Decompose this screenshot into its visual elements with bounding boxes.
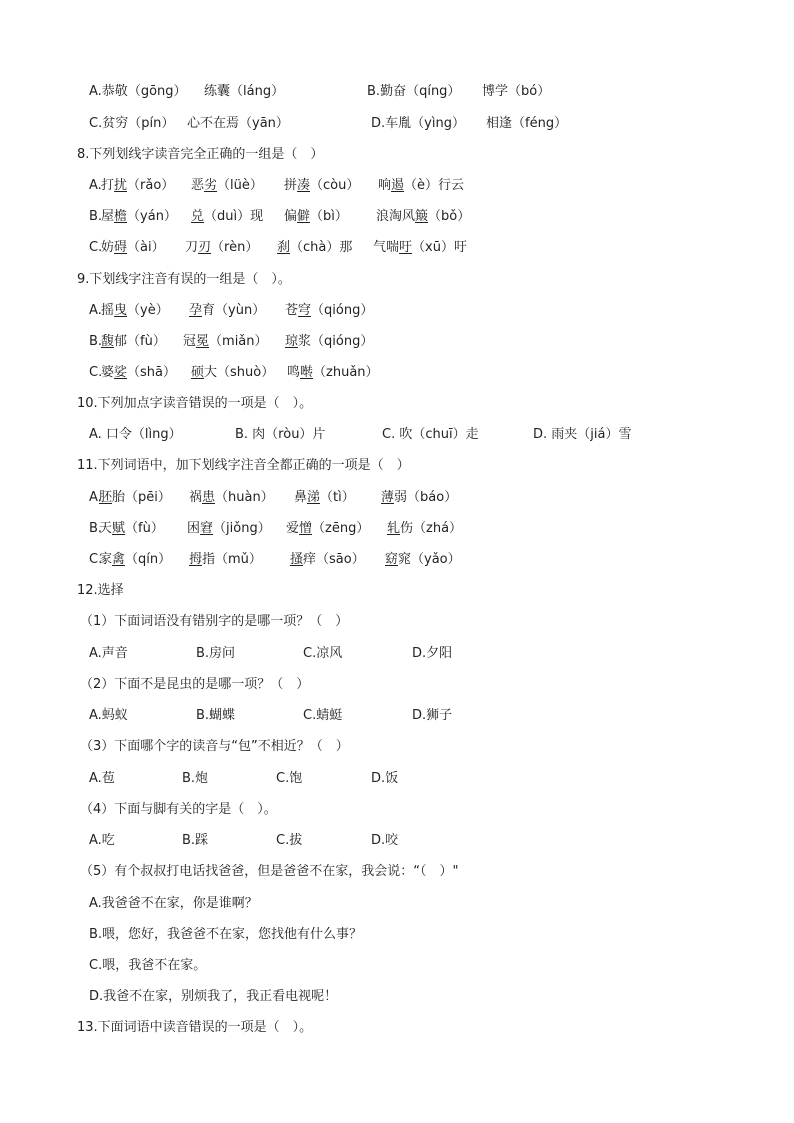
q12-sub3-option-a[interactable]: A.苞 xyxy=(89,771,115,786)
q12-sub1-option-d[interactable]: D.夕阳 xyxy=(412,646,453,661)
q12-sub5-option-a[interactable]: A.我爸爸不在家，你是谁啊？ xyxy=(89,896,258,911)
q12-sub2-option-d[interactable]: D.狮子 xyxy=(412,708,453,723)
q12-sub3-option-c[interactable]: C.饱 xyxy=(276,771,303,786)
q12-sub3-stem: （3）下面哪个字的读音与“包”不相近？（ ） xyxy=(80,739,349,754)
q8-option-c[interactable]: C. 妨碍（ài） 刀刃（rèn） 刹（chà）那 气喘吁（xū）吁 xyxy=(89,240,467,255)
q7-option-d[interactable]: D.车胤（yìng） 相逢（féng） xyxy=(371,116,568,131)
q12-sub4-option-d[interactable]: D.咬 xyxy=(371,833,399,848)
q8-option-b[interactable]: B. 屋檐（yán） 兑（duì）现 偏僻（bì） 浪淘风簸（bǒ） xyxy=(89,209,471,224)
q12-sub5-option-c[interactable]: C.喂，我爸不在家。 xyxy=(89,958,207,973)
q10-option-a[interactable]: A. 口令（lìng） xyxy=(89,427,182,442)
q11-option-c[interactable]: C. 家禽（qín） 拇指（mǔ） 搔痒（sāo） 窈窕（yǎo） xyxy=(89,552,461,567)
q12-sub5-stem: （5）有个叔叔打电话找爸爸，但是爸爸不在家，我会说：“（ ）" xyxy=(80,864,459,879)
q12-sub3-option-b[interactable]: B.炮 xyxy=(182,771,209,786)
q8-stem: 8.下列划线字读音完全正确的一组是（ ） xyxy=(77,147,324,162)
q11-option-a[interactable]: A. 胚胎（pēi） 祸患（huàn） 鼻涕（tì） 薄弱（báo） xyxy=(89,490,458,505)
q9-stem: 9.下划线字注音有误的一组是（ ）。 xyxy=(77,272,291,287)
q9-option-c[interactable]: C. 婆娑（shā） 硕大（shuò） 鸣啭（zhuǎn） xyxy=(89,365,379,380)
q12-sub3-option-d[interactable]: D.饭 xyxy=(371,771,399,786)
q12-sub4-option-a[interactable]: A.吃 xyxy=(89,833,115,848)
q11-option-b[interactable]: B. 天赋（fù） 困窘（jiǒng） 爱憎（zēng） 轧伤（zhá） xyxy=(89,521,463,536)
q13-stem: 13.下面词语中读音错误的一项是（ ）。 xyxy=(77,1020,313,1035)
q12-sub5-option-d[interactable]: D.我爸不在家，别烦我了，我正看电视呢！ xyxy=(89,989,338,1004)
q12-sub1-stem: （1）下面词语没有错别字的是哪一项？（ ） xyxy=(80,614,349,629)
q12-sub4-option-b[interactable]: B.踩 xyxy=(182,833,209,848)
q10-option-b[interactable]: B. 肉（ròu）片 xyxy=(235,427,326,442)
q12-sub2-stem: （2）下面不是昆虫的是哪一项？（ ） xyxy=(80,677,310,692)
q12-sub4-option-c[interactable]: C.拔 xyxy=(276,833,303,848)
q12-sub4-stem: （4）下面与脚有关的字是（ ）。 xyxy=(80,802,277,817)
q12-sub1-option-c[interactable]: C.凉风 xyxy=(303,646,343,661)
q12-sub1-option-b[interactable]: B.房问 xyxy=(196,646,236,661)
q12-title: 12.选择 xyxy=(77,583,124,598)
q10-option-d[interactable]: D. 雨夹（jiá）雪 xyxy=(533,427,632,442)
q7-option-c[interactable]: C.贫穷（pín） 心不在焉（yān） xyxy=(89,116,289,131)
q12-sub1-option-a[interactable]: A.声音 xyxy=(89,646,128,661)
q12-sub2-option-c[interactable]: C.蜻蜓 xyxy=(303,708,343,723)
q12-sub2-option-a[interactable]: A.蚂蚁 xyxy=(89,708,128,723)
q11-stem: 11.下列词语中，加下划线字注音全都正确的一项是（ ） xyxy=(77,458,410,473)
q7-option-a[interactable]: A.恭敬（gōng） 练囊（láng） xyxy=(89,84,285,99)
q10-option-c[interactable]: C. 吹（chuī）走 xyxy=(382,427,479,442)
q10-stem: 10.下列加点字读音错误的一项是（ ）。 xyxy=(77,396,313,411)
q12-sub5-option-b[interactable]: B.喂，您好，我爸爸不在家，您找他有什么事？ xyxy=(89,927,363,942)
q7-option-b[interactable]: B.勤奋（qíng） 博学（bó） xyxy=(367,84,551,99)
q9-option-b[interactable]: B. 馥郁（fù） 冠冕（miǎn） 琼浆（qióng） xyxy=(89,334,374,349)
q8-option-a[interactable]: A. 打扰（rǎo） 恶劣（lüè） 拼凑（còu） 响遏（è）行云 xyxy=(89,178,465,193)
q9-option-a[interactable]: A. 摇曳（yè） 孕育（yùn） 苍穹（qióng） xyxy=(89,303,374,318)
q12-sub2-option-b[interactable]: B.蝴蝶 xyxy=(196,708,236,723)
